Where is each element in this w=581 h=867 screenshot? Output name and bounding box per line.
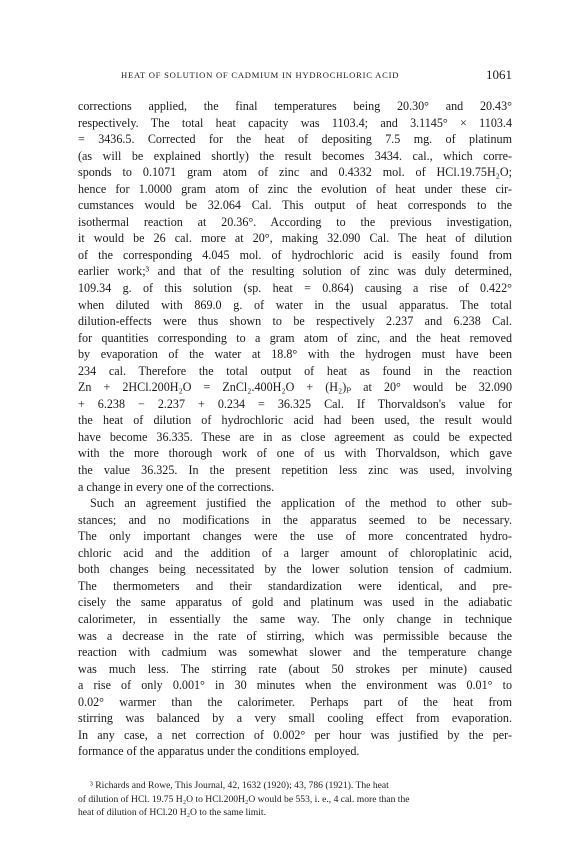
text-line: (as will be explained shortly) the result becomes 3434. cal., which corre- <box>78 148 512 163</box>
text-line: when diluted with 869.0 g. of water in the usual apparatus. The total <box>78 297 512 312</box>
text-line: Such an agreement justified the application of the method to other sub- <box>90 496 512 511</box>
footnote-line: ³ Richards and Rowe, This Journal, 42, 1632 (1920); 43, 786 (1921). The heat <box>90 780 389 791</box>
text-line: In any case, a net correction of 0.002° per hour was justified by the per- <box>78 727 512 742</box>
text-line: hence for 1.0000 gram atom of zinc the evolution of heat under these cir- <box>78 181 512 196</box>
text-line: respectively. The total heat capacity was 1103.4; and 3.1145° × 1103.4 <box>78 115 512 130</box>
text-line: The thermometers and their standardization were identical, and pre- <box>78 578 512 593</box>
text-line: the value 36.325. In the present repetition less zinc was used, involving <box>78 463 512 478</box>
text-line: isothermal reaction at 20.36°. According to the previous investigation, <box>78 214 512 229</box>
text-line: 109.34 g. of this solution (sp. heat = 0.864) causing a rise of 0.422° <box>78 281 512 296</box>
text-line: was much less. The stirring rate (about 50 strokes per minute) caused <box>78 661 512 676</box>
footnote-line: of dilution of HCl. 19.75 H₂O to HCl.200H₂O would be 553, i. e., 4 cal. more than the <box>78 793 410 805</box>
text-line: dilution-effects were thus shown to be respectively 2.237 and 6.238 Cal. <box>78 314 512 329</box>
text-line: chloric acid and the addition of a larger amount of chloroplatinic acid, <box>78 545 512 560</box>
page-header <box>78 68 512 84</box>
text-line: for quantities corresponding to a gram atom of zinc, and the heat removed <box>78 330 512 345</box>
paragraph <box>78 98 512 495</box>
text-line: both changes being necessitated by the lower solution tension of cadmium. <box>78 562 512 577</box>
running-head: HEAT OF SOLUTION OF CADMIUM IN HYDROCHLORIC ACID <box>121 70 400 80</box>
text-line: by evaporation of the water at 18.8° with the hydrogen must have been <box>78 347 512 362</box>
text-line: it would be 26 cal. more at 20°, making 32.090 Cal. The heat of dilution <box>78 231 512 246</box>
text-line: formance of the apparatus under the conditions employed. <box>78 744 360 759</box>
text-line: the heat of dilution of hydrochloric acid had been used, the result would <box>78 413 512 428</box>
text-line: The only important changes were the use of more concentrated hydro- <box>78 529 512 544</box>
text-line: cisely the same apparatus of gold and platinum was used in the adiabatic <box>78 595 512 610</box>
text-line: with the more thorough work of one of us with Thorvaldson, which gave <box>78 446 512 461</box>
text-line: stances; and no modifications in the apparatus seemed to be necessary. <box>78 512 512 527</box>
text-line: calorimeter, in essentially the same way. The only change in technique <box>78 611 512 626</box>
page-number: 1061 <box>486 67 512 82</box>
footnote-line: heat of dilution of HCl.20 H₂O to the same limit. <box>78 807 267 819</box>
text-line: 0.02° warmer than the calorimeter. Perhaps part of the heat from <box>78 694 512 709</box>
text-line: reaction with cadmium was somewhat slower and the temperature change <box>78 645 512 660</box>
text-line: corrections applied, the final temperatures being 20.30° and 20.43° <box>78 99 512 113</box>
paragraph <box>78 495 512 760</box>
text-line: a rise of only 0.001° in 30 minutes when the environment was 0.01° to <box>78 678 512 693</box>
text-line: = 3436.5. Corrected for the heat of depositing 7.5 mg. of platinum <box>78 132 512 147</box>
text-line: sponds to 0.1071 gram atom of zinc and 0.4332 mol. of HCl.19.75H₂O; <box>78 165 512 180</box>
text-line: a change in every one of the corrections. <box>78 479 275 494</box>
text-line: of the corresponding 4.045 mol. of hydrochloric acid is easily found from <box>78 247 512 262</box>
text-line: have become 36.335. These are in as close agreement as could be expected <box>78 429 512 444</box>
text-line: 234 cal. Therefore the total output of heat as found in the reaction <box>78 363 512 378</box>
text-line: Zn + 2HCl.200H₂O = ZnCl₂.400H₂O + (H₂)ₚ at 20° would be 32.090 <box>78 380 512 395</box>
text-line: stirring was balanced by a very small cooling effect from evaporation. <box>78 711 512 726</box>
text-line: cumstances would be 32.064 Cal. This output of heat corresponds to the <box>78 198 512 213</box>
body-text <box>78 98 512 760</box>
text-line: was a decrease in the rate of stirring, which was permissible because the <box>78 628 512 643</box>
footnote <box>78 779 512 820</box>
text-line: + 6.238 − 2.237 + 0.234 = 36.325 Cal. If Thorvaldson's value for <box>78 396 512 411</box>
text-line: earlier work;³ and that of the resulting solution of zinc was duly determined, <box>78 264 512 279</box>
